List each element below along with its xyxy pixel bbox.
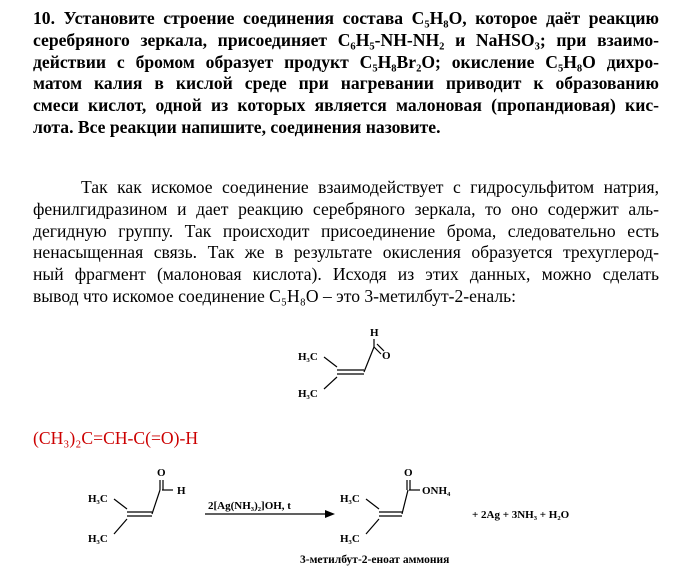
methyl-label: H₃C (88, 533, 108, 545)
oxygen-label: O (404, 467, 413, 479)
methyl-label: H₃C (298, 388, 318, 400)
problem-line: лота. Все реакции напишите, соединения назовите. (33, 116, 441, 137)
answer-line: ненасыщенная связь. Так же в результате окисления образуется трехуглерод- (33, 242, 659, 263)
answer-line: ный фрагмент (малоновая кислота). Исходя из этих данных, можно сделать (33, 264, 659, 285)
h-label: H (370, 327, 379, 339)
problem-line: смеси кислот, одной из которых является малоновая (пропандиовая) кис- (33, 95, 659, 116)
problem-line: матом калия в кислой среде при нагревании приводит к образованию (33, 73, 659, 94)
answer-line: фенилгидразином и дает реакцию серебряного зеркала, то оно содержит аль- (33, 198, 659, 219)
methyl-label: H₃C (340, 533, 360, 545)
h-label: H (177, 485, 186, 497)
methyl-label: H₃C (340, 493, 360, 505)
ammonium-group-label: ONH₄ (422, 485, 451, 497)
problem-line: 10. Установите строение соединения состава C₅H₈O, которое даёт реакцию (33, 8, 659, 28)
methyl-label: H₃C (298, 351, 318, 363)
reaction-scheme (80, 462, 620, 554)
reagent-label: 2[Ag(NH₃)₂]OH, t (208, 500, 291, 512)
answer-line: дегидную группу. Так происходит присоединение брома, следовательно есть (33, 220, 659, 241)
structure-3-methylbut-2-enal (290, 322, 400, 404)
oxygen-label: O (382, 350, 391, 362)
condensed-formula: (CH₃)₂C=CH-C(=O)-H (33, 428, 199, 448)
answer-line: вывод что искомое соединение C₅H₈O – это 3-метилбут-2-еналь: (33, 285, 517, 306)
oxygen-label: O (157, 467, 166, 479)
answer-paragraph (33, 177, 659, 308)
problem-line: действии с бромом образует продукт C₅H₈Br₂O; окисление C₅H₈O дихро- (33, 51, 659, 72)
answer-line: Так как искомое соединение взаимодействует с гидросульфитом натрия, (81, 177, 659, 197)
reaction-arrow-head (325, 510, 335, 518)
byproducts-label: + 2Ag + 3NH₃ + H₂O (472, 509, 570, 521)
methyl-label: H₃C (88, 493, 108, 505)
problem-line: серебряного зеркала, присоединяет C₆H₅-NH-NH₂ и NaHSO₃; при взаимо- (33, 29, 659, 50)
problem-statement (33, 8, 659, 139)
product-name-caption: 3-метилбут-2-еноат аммония (300, 554, 450, 566)
